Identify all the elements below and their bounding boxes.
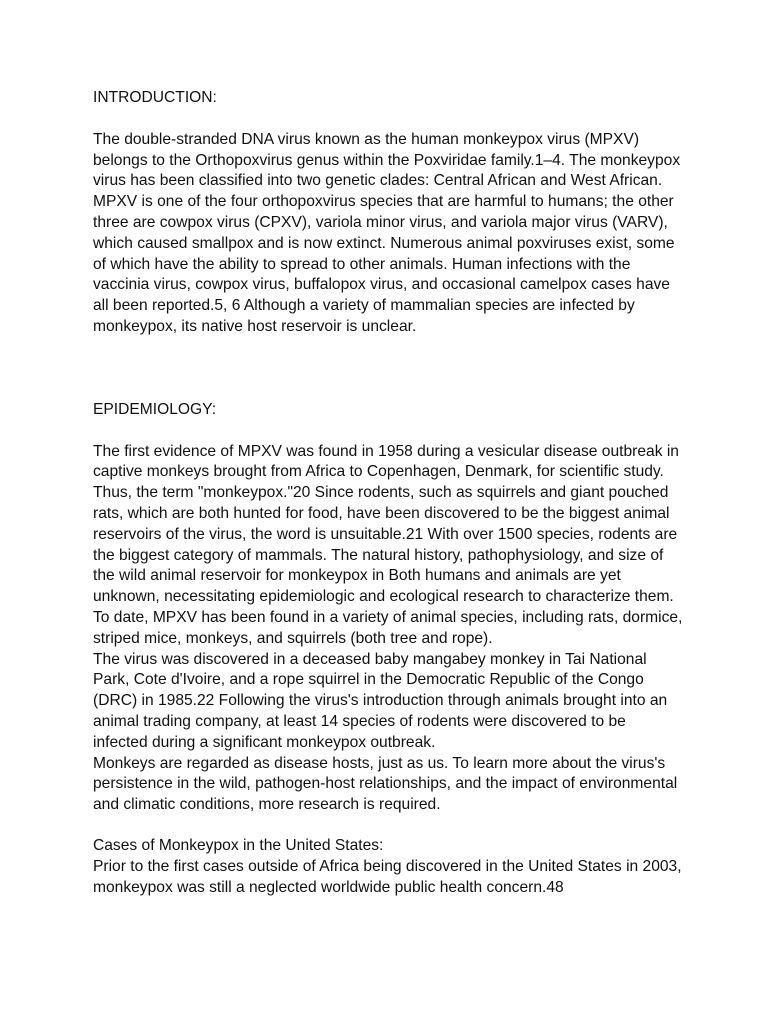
spacer — [93, 421, 683, 442]
introduction-heading: INTRODUCTION: — [93, 89, 217, 106]
epidemiology-paragraph-3: Monkeys are regarded as disease hosts, just as us. To learn more about the virus's persistence in the wild, pathogen-host relationships, and the impact of environmental and climatic conditions, more research is required. — [93, 754, 678, 814]
epidemiology-heading: EPIDEMIOLOGY: — [93, 400, 217, 418]
us-cases-heading: Cases of Monkeypox in the United States: — [93, 836, 384, 854]
spacer — [93, 816, 683, 836]
introduction-paragraph: The double-stranded DNA virus known as the human monkeypox virus (MPXV) belongs to the Orthopoxvirus genus within the Poxviridae family.1–4. The monkeypox virus has been classified into two genetic clades: Central African and West African. MPXV is one of the four orthopoxvirus species that are harmful to humans; the other three are cowpox virus (CPXV), variola minor virus, and variola major virus (VARV), which caused smallpox and is now extinct. Numerous animal poxviruses exist, some of which have the ability to spread to other animals. Human infections with the vaccinia virus, cowpox virus, buffalopox virus, and occasional camelpox cases have all been reported.5, 6 Although a variety of mammalian species are infected by monkeypox, its native host reservoir is unclear. — [93, 130, 681, 335]
spacer — [93, 338, 683, 400]
epidemiology-paragraph-1: The first evidence of MPXV was found in 1958 during a vesicular disease outbreak in captive monkeys brought from Africa to Copenhagen, Denmark, for scientific study. Thus, the term "monkeypox."20 Since rodents, such as squirrels and giant pouched rats, which are both hunted for food, have been discovered to be the biggest animal reservoirs of the virus, the word is unsuitable.21 With over 1500 species, rodents are the biggest category of mammals. The natural history, pathophysiology, and size of the wild animal reservoir for monkeypox in Both humans and animals are yet unknown, necessitating epidemiologic and ecological research to characterize them. To date, MPXV has been found in a variety of animal species, including rats, dormice, striped mice, monkeys, and squirrels (both tree and rope). — [93, 442, 683, 647]
document-body — [93, 88, 683, 898]
epidemiology-paragraph-2: The virus was discovered in a deceased baby mangabey monkey in Tai National Park, Cote d'Ivoire, and a rope squirrel in the Democratic Republic of the Congo (DRC) in 1985.22 Following the virus's introduction through animals brought into an animal trading company, at least 14 species of rodents were discovered to be infected during a significant monkeypox outbreak. — [93, 650, 668, 751]
us-cases-paragraph: Prior to the first cases outside of Africa being discovered in the United States in 2003, monkeypox was still a neglected worldwide public health concern.48 — [93, 857, 682, 896]
spacer — [93, 109, 683, 130]
